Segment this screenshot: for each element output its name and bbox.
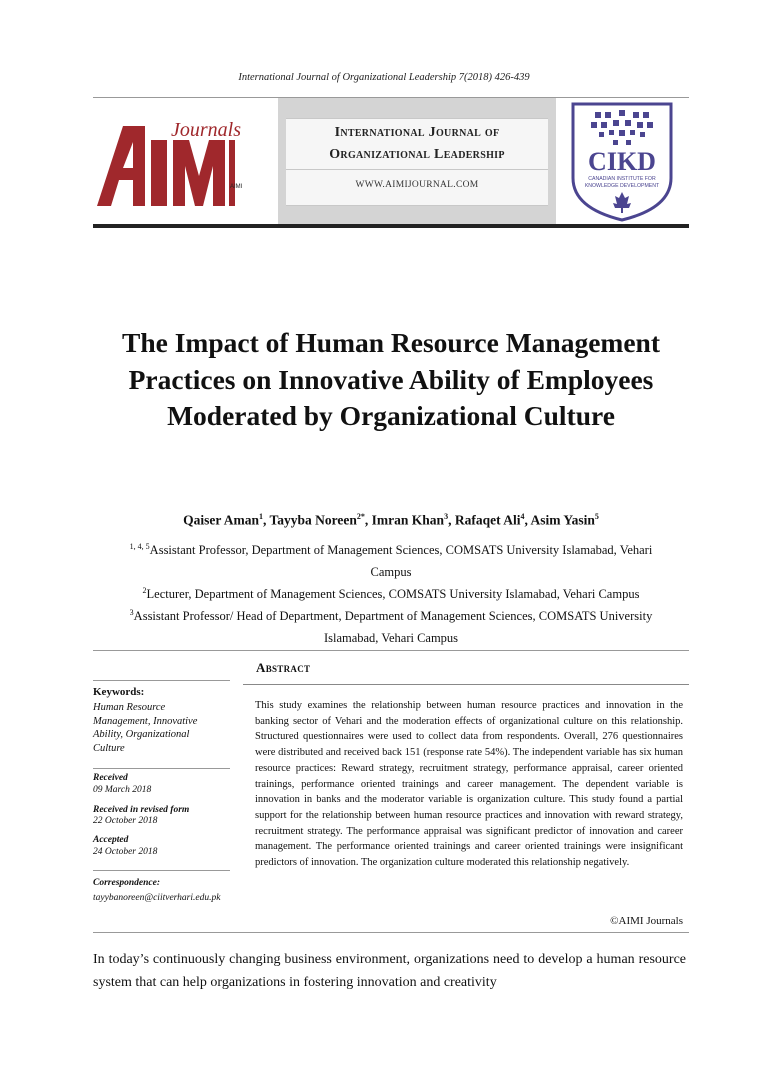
- affiliation-text: Assistant Professor/ Head of Department, Department of Management Sciences, COMSATS University Islamabad, Vehari Campus: [133, 609, 653, 646]
- abstract-heading: Abstract: [256, 660, 311, 675]
- accepted-date: 24 October 2018: [93, 847, 158, 857]
- author-name: Qaiser Aman: [183, 512, 260, 528]
- abstract-heading-rule: [243, 684, 689, 685]
- keywords-list: Human Resource Management, Innovative Ability, Organizational Culture: [93, 702, 198, 754]
- cikd-logo: [569, 100, 675, 222]
- accepted-label: Accepted: [93, 835, 129, 845]
- author-sup: 2*: [356, 512, 365, 521]
- author-name: Asim Yasin: [530, 512, 595, 528]
- paper-title: The Impact of Human Resource Management Practices on Innovative Ability of Employees Moderated by Organizational Culture: [122, 327, 660, 431]
- affiliation-sup: 1, 4, 5: [129, 542, 150, 551]
- author-sup: 1: [259, 512, 264, 521]
- intro-paragraph: In today’s continuously changing business environment, organizations need to develop a human resource system that can help organizations in fostering innovation and creativity: [93, 952, 686, 990]
- cikd-logo-text: CIKD: [588, 147, 656, 176]
- author-sup: 3: [444, 512, 449, 521]
- logo-letter-i2: [229, 140, 235, 206]
- author-sup: 5: [594, 512, 599, 521]
- masthead-rule: [93, 224, 689, 228]
- journal-title-box: [278, 98, 556, 224]
- copyright-notice: ©AIMI Journals: [610, 915, 683, 927]
- sidebar-rule: [93, 768, 230, 769]
- logo-letter-i: [151, 140, 167, 206]
- revised-date: 22 October 2018: [93, 816, 158, 826]
- correspondence-label: Correspondence:: [93, 878, 161, 888]
- author-name: Imran Khan: [371, 512, 445, 528]
- affiliation-sup: 2: [142, 586, 147, 595]
- aimi-journals-logo: [93, 118, 253, 208]
- logo-letter-m: [173, 140, 225, 206]
- journal-name-line2: Organizational Leadership: [329, 147, 505, 162]
- affiliation: [110, 536, 672, 583]
- section-rule: [93, 650, 689, 651]
- cikd-subtitle-line2: KNOWLEDGE DEVELOPMENT: [584, 183, 660, 189]
- received-label: Received: [93, 773, 128, 783]
- author-name: Tayyba Noreen: [269, 512, 357, 528]
- journal-masthead: [93, 98, 689, 224]
- received-date: 09 March 2018: [93, 785, 152, 795]
- affiliation-text: Assistant Professor, Department of Management Sciences, COMSATS University Islamabad, Vehari Campus: [149, 543, 653, 580]
- logo-brand-small: AIMI: [230, 184, 243, 190]
- journal-url-link[interactable]: WWW.AIMIJOURNAL.COM: [355, 180, 479, 190]
- sidebar-rule: [93, 870, 230, 871]
- cikd-subtitle-line1: CANADIAN INSTITUTE FOR: [588, 176, 656, 182]
- logo-letter-a: [97, 126, 145, 206]
- running-header: International Journal of Organizational Leadership 7(2018) 426-439: [238, 72, 530, 83]
- revised-label: Received in revised form: [93, 805, 190, 815]
- sidebar-rule: [93, 680, 230, 681]
- logo-journals-text: Journals: [171, 119, 241, 141]
- keywords-label: Keywords:: [93, 686, 145, 698]
- correspondence-email-link[interactable]: tayybanoreen@ciitverhari.edu.pk: [93, 893, 221, 903]
- affiliation-text: Lecturer, Department of Management Sciences, COMSATS University Islamabad, Vehari Campus: [146, 587, 640, 602]
- author-name: Rafaqet Ali: [454, 512, 521, 528]
- author-list: Qaiser Aman$^1$, Tayyba Noreen$^{2*}$, Imran Khan$^3$, Rafaqet Ali$^4$, Asim Yasin$^5$: [183, 512, 599, 528]
- journal-title-inner: [286, 118, 548, 206]
- affiliation: [110, 602, 672, 649]
- author-sup: 4: [520, 512, 525, 521]
- section-rule: [93, 932, 689, 933]
- affiliation-sup: 3: [129, 608, 134, 617]
- journal-box-divider: [286, 169, 548, 170]
- abstract-text: This study examines the relationship between human resource practices and innovation in the banking sector of Vehari and the moderation effects of organizational culture on this relationship. Structured questionnaires were used to collect data from respondents. Overall, 276 questionnaires were distributed and received back 151 (response rate 54%). The independent variable has six human resource practices: Reward strategy, recruitment strategy, performance appraisal, career oriented trainings, performance oriented trainings and career management. The dependent variable is innovation in banks and the moderator variable is organization culture. This study found a partial support for the relationship between human resource practices and innovation with reward strategy, recruitment strategy. The performance appraisal was significant predictor of innovation and career management. The performance oriented trainings and career oriented trainings were insignificant predictors of innovation. The organization culture moderated this relationship negatively.: [255, 700, 683, 869]
- journal-name-line1: International Journal of: [334, 125, 500, 140]
